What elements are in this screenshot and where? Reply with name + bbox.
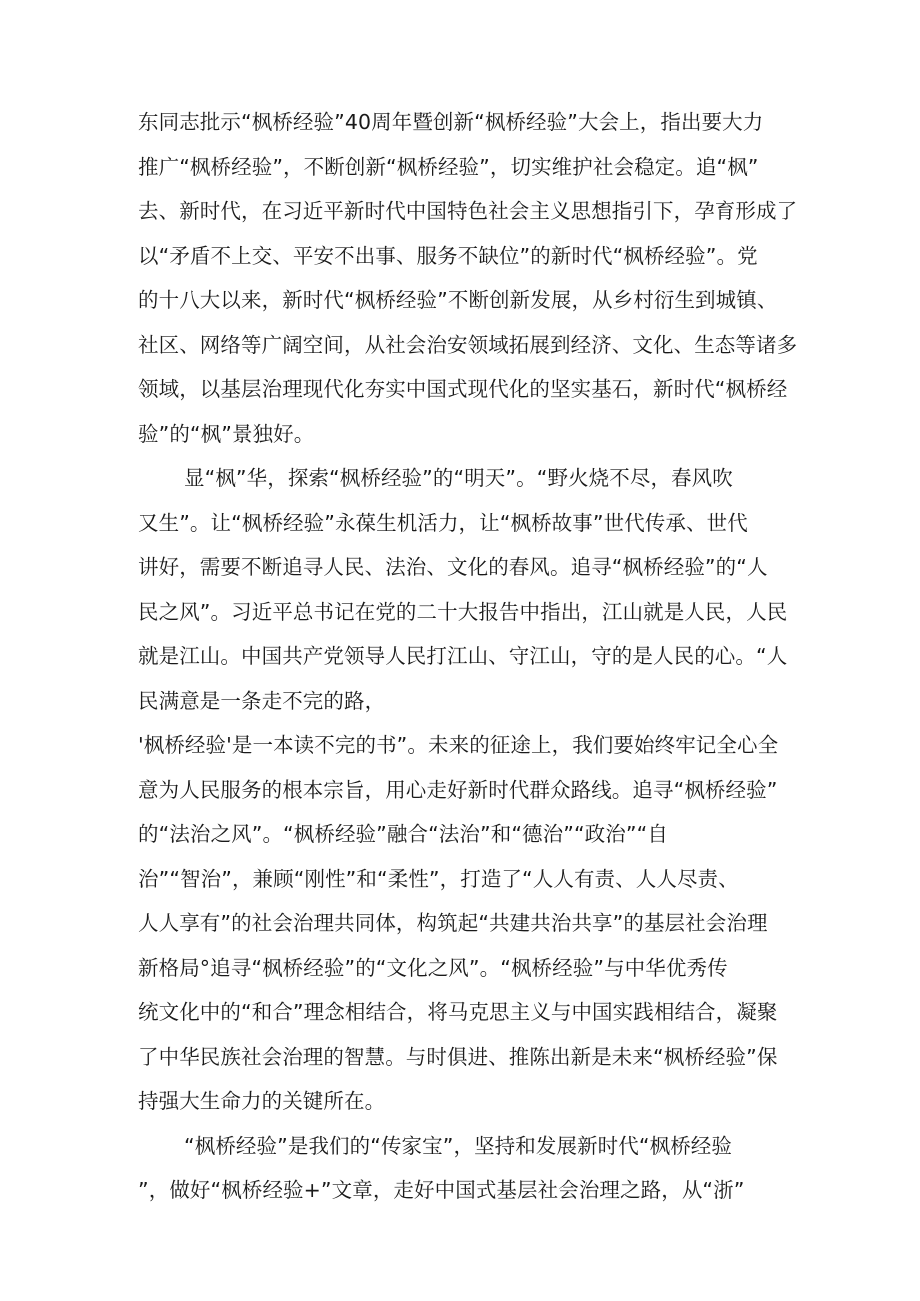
text-line: '枫桥经验'是一本读不完的书”。未来的征途上，我们要始终牢记全心全 bbox=[138, 733, 779, 757]
text-line: 去、新时代，在习近平新时代中国特色社会主义思想指引下，孕育形成了 bbox=[138, 199, 798, 223]
text-line: 以“矛盾不上交、平安不出事、服务不缺位”的新时代“枫桥经验”。党 bbox=[138, 244, 758, 268]
text-line: 民满意是一条走不完的路， bbox=[138, 689, 386, 713]
text-line: 的十八大以来，新时代“枫桥经验”不断创新发展，从乡村衍生到城镇、 bbox=[138, 288, 778, 312]
text-line: 新格局°追寻“枫桥经验”的“文化之风”。“枫桥经验”与中华优秀传 bbox=[138, 956, 728, 980]
text-line: 治”“智治”，兼顾“刚性”和“柔性”，打造了“人人有责、人人尽责、 bbox=[138, 867, 739, 891]
text-line: 又生”。让“枫桥经验”永葆生机活力，让“枫桥故事”世代传承、世代 bbox=[138, 511, 748, 535]
text-line: 就是江山。中国共产党领导人民打江山、守江山，守的是人民的心。“人 bbox=[138, 644, 788, 668]
text-line: 验”的“枫”景独好。 bbox=[138, 422, 315, 446]
text-line: 显“枫”华，探索“枫桥经验”的“明天”。“野火烧不尽，春风吹 bbox=[184, 466, 733, 490]
text-line: 推广“枫桥经验”，不断创新“枫桥经验”，切实维护社会稳定。追“枫” bbox=[138, 155, 759, 179]
text-line: 了中华民族社会治理的智慧。与时俱进、推陈出新是未来“枫桥经验”保 bbox=[138, 1045, 778, 1069]
text-line: 持强大生命力的关键所在。 bbox=[138, 1089, 386, 1113]
text-line: 领域，以基层治理现代化夯实中国式现代化的坚实基石，新时代“枫桥经 bbox=[138, 377, 788, 401]
text-line: 人人享有”的社会治理共同体，构筑起“共建共治共享”的基层社会治理 bbox=[138, 911, 768, 935]
text-line: 社区、网络等广阔空间，从社会治安领域拓展到经济、文化、生态等诸多 bbox=[138, 333, 798, 357]
text-line: 的“法治之风”。“枫桥经验”融合“法治”和“德治”“政治”“自 bbox=[138, 822, 668, 846]
text-line: 统文化中的“和合”理念相结合，将马克思主义与中国实践相结合，凝聚 bbox=[138, 1000, 778, 1024]
text-line: 东同志批示“枫桥经验”40周年暨创新“枫桥经验”大会上，指出要大力 bbox=[138, 110, 764, 134]
text-line: 民之风”。习近平总书记在党的二十大报告中指出，江山就是人民，人民 bbox=[138, 600, 788, 624]
text-line: 意为人民服务的根本宗旨，用心走好新时代群众路线。追寻“枫桥经验” bbox=[138, 778, 778, 802]
text-line: ”，做好“枫桥经验+”文章，走好中国式基层社会治理之路，从“浙” bbox=[138, 1178, 745, 1202]
text-line: “枫桥经验”是我们的“传家宝”，坚持和发展新时代“枫桥经验 bbox=[184, 1134, 733, 1158]
text-line: 讲好，需要不断追寻人民、法治、文化的春风。追寻“枫桥经验”的“人 bbox=[138, 555, 768, 579]
